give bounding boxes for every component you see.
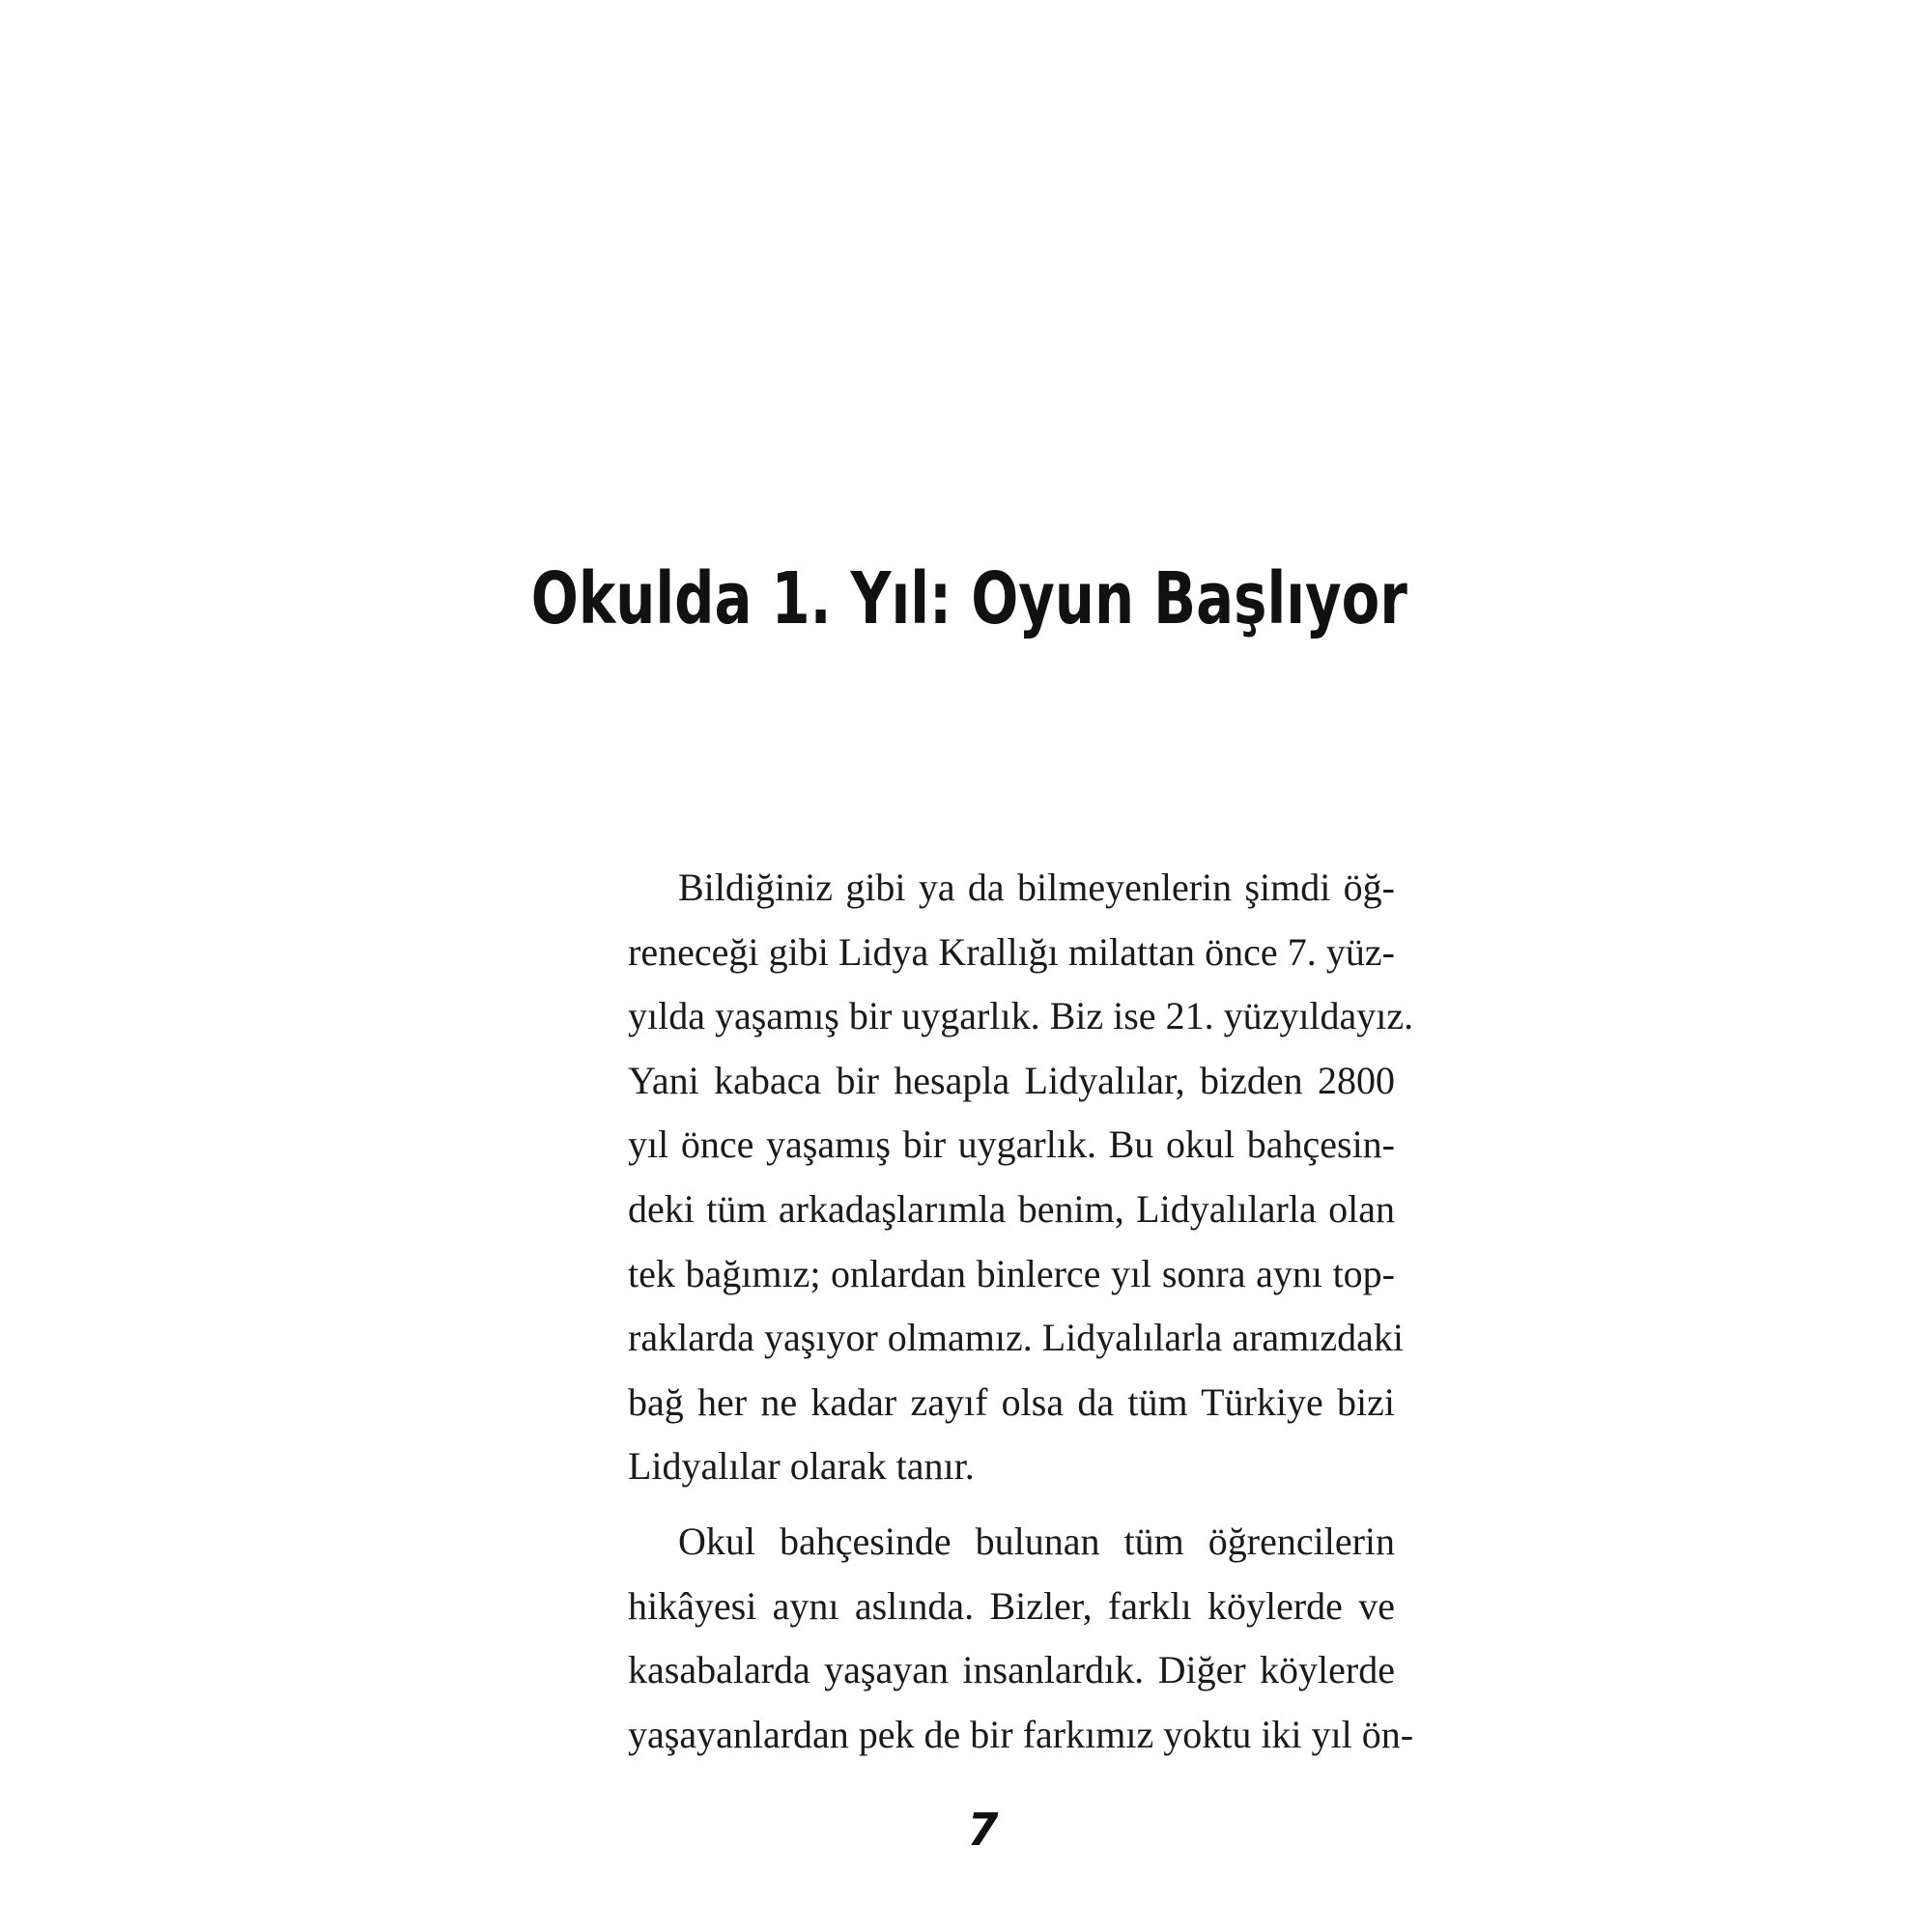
body-text	[578, 856, 1414, 1767]
text-line: reneceği gibi Lidya Krallığı milattan önce 7. yüz-	[628, 929, 1395, 974]
text-line: Okul bahçesinde bulunan tüm öğrencilerin	[678, 1519, 1395, 1563]
text-line: yıl önce yaşamış bir uygarlık. Bu okul bahçesin-	[628, 1122, 1395, 1167]
text-line: raklarda yaşıyor olmamız. Lidyalılarla aramızdaki	[628, 1316, 1404, 1360]
text-line: deki tüm arkadaşlarımla benim, Lidyalılarla olan	[628, 1186, 1395, 1231]
text-line: yaşayanlardan pek de bir farkımız yoktu iki yıl ön-	[628, 1712, 1414, 1756]
text-line: yılda yaşamış bir uygarlık. Biz ise 21. yüzyıldayız.	[628, 994, 1414, 1038]
text-line: bağ her ne kadar zayıf olsa da tüm Türkiye bizi	[628, 1379, 1395, 1424]
chapter-title: Okulda 1. Yıl: Oyun Başlıyor	[530, 557, 1407, 640]
text-line: Yani kabaca bir hesapla Lidyalılar, bizden 2800	[628, 1058, 1395, 1102]
text-line: hikâyesi aynı aslında. Bizler, farklı köylerde ve	[628, 1583, 1395, 1628]
page-number: 7	[967, 1804, 999, 1856]
paragraph-2	[578, 1510, 1414, 1767]
text-line: tek bağımız; onlardan binlerce yıl sonra aynı top-	[628, 1251, 1395, 1295]
text-line: Lidyalılar olarak tanır.	[628, 1444, 975, 1489]
paragraph-1	[578, 856, 1414, 1499]
text-line: Bildiğiniz gibi ya da bilmeyenlerin şimdi öğ-	[678, 866, 1395, 909]
text-line: kasabalarda yaşayan insanlardık. Diğer köylerde	[628, 1648, 1395, 1692]
